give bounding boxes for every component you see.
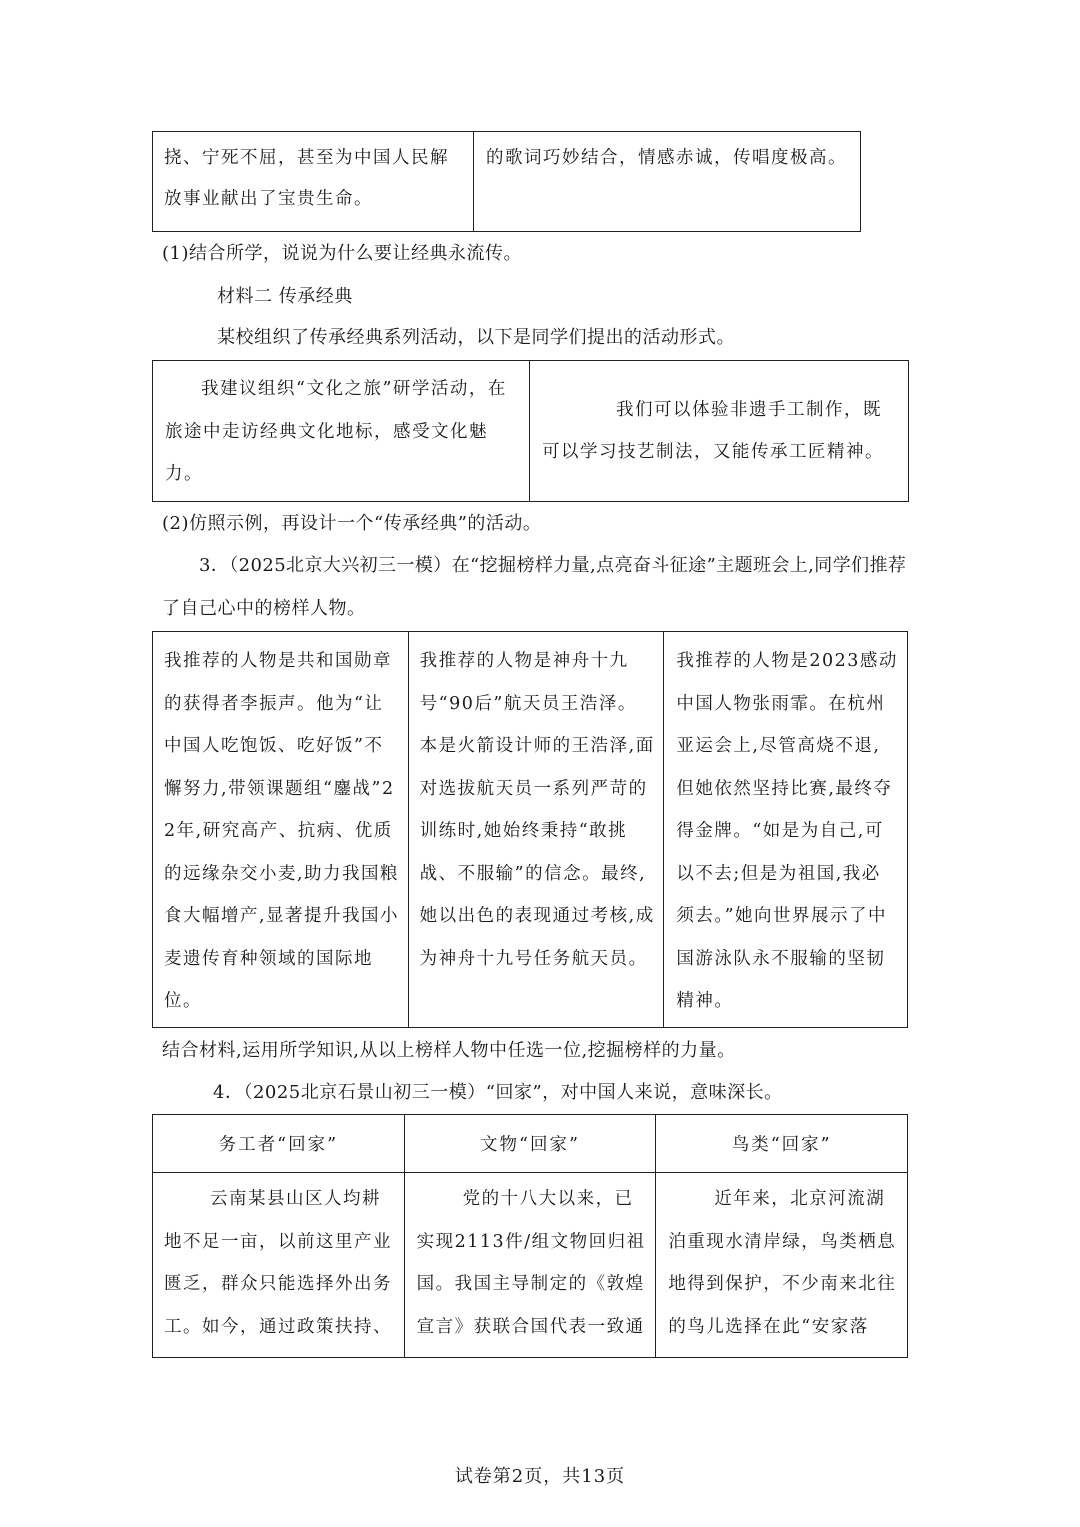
table-cell — [404, 1173, 656, 1358]
cell-text: 我建议组织“文化之旅”研学活动，在旅途中走访经典文化地标，感受文化魅力。 — [165, 379, 507, 484]
question-4: 4．（2025北京石景山初三一模）“回家”，对中国人来说，意味深长。 — [213, 1082, 783, 1103]
table-cell — [153, 361, 530, 502]
table-cell — [153, 632, 409, 1028]
role-model-table — [152, 631, 908, 1028]
table-continuation — [152, 131, 861, 232]
table-cell — [656, 1173, 908, 1358]
table-cell — [664, 632, 908, 1028]
table-cell — [153, 1173, 405, 1358]
cell-text: 的歌词巧妙结合，情感赤诚，传唱度极高。 — [486, 148, 847, 168]
question-2-1: (1)结合所学，说说为什么要让经典永流传。 — [162, 243, 522, 264]
column-header: 文物“回家” — [404, 1115, 656, 1173]
column-header: 务工者“回家” — [153, 1115, 405, 1173]
column-header: 鸟类“回家” — [656, 1115, 908, 1173]
question-3-line2: 了自己心中的榜样人物。 — [162, 598, 366, 619]
cell-text: 近年来，北京河流湖泊重现水清岸绿，鸟类栖息地得到保护，不少南来北往的鸟儿选择在此“安家落 — [668, 1189, 897, 1337]
cell-text: 党的十八大以来，已实现2113件/组文物回归祖国。我国主导制定的《敦煌宣言》获联合国代表一致通 — [416, 1189, 646, 1337]
cell-text: 挠、宁死不屈，甚至为中国人民解放事业献出了宝贵生命。 — [164, 148, 449, 209]
table-cell — [408, 632, 664, 1028]
cell-text: 我推荐的人物是2023感动中国人物张雨霏。在杭州亚运会上,尽管高烧不退,但她依然坚持比赛,最终夺得金牌。“如是为自己,可以不去;但是为祖国,我必须去。”她向世界展示了中国游泳队永不服输的坚韧精神。 — [676, 651, 898, 1011]
returning-home-table — [152, 1114, 908, 1358]
table-cell — [153, 132, 474, 232]
activity-table — [152, 360, 909, 502]
cell-text: 我们可以体验非遗手工制作，既可以学习技艺制法，又能传承工匠精神。 — [542, 399, 884, 462]
cell-text: 我推荐的人物是共和国勋章的获得者李振声。他为“让中国人吃饱饭、吃好饭”不懈努力,带领课题组“鏖战”22年,研究高产、抗病、优质的远缘杂交小麦,助力我国粮食大幅增产,显著提升我国小麦遗传育种领域的国际地位。 — [164, 651, 400, 1011]
table-cell — [530, 361, 909, 502]
material-2-intro: 某校组织了传承经典系列活动，以下是同学们提出的活动形式。 — [217, 327, 735, 348]
cell-text: 云南某县山区人均耕地不足一亩，以前这里产业匮乏，群众只能选择外出务工。如今，通过政策扶持、 — [164, 1189, 392, 1337]
question-2-2: (2)仿照示例，再设计一个“传承经典”的活动。 — [162, 513, 542, 534]
table-cell — [474, 132, 861, 232]
question-3-line1: 3．（2025北京大兴初三一模）在“挖掘榜样力量,点亮奋斗征途”主题班会上,同学们推荐 — [199, 555, 907, 576]
page-footer: 试卷第2页，共13页 — [454, 1466, 626, 1487]
material-2-title: 材料二 传承经典 — [217, 286, 353, 307]
question-3-prompt: 结合材料,运用所学知识,从以上榜样人物中任选一位,挖掘榜样的力量。 — [162, 1040, 736, 1061]
cell-text: 我推荐的人物是神舟十九号“90后”航天员王浩泽。本是火箭设计师的王浩泽,面对选拔航天员一系列严苛的训练时,她始终秉持“敢挑战、不服输”的信念。最终,她以出色的表现通过考核,成为神舟十九号任务航天员。 — [419, 651, 655, 969]
